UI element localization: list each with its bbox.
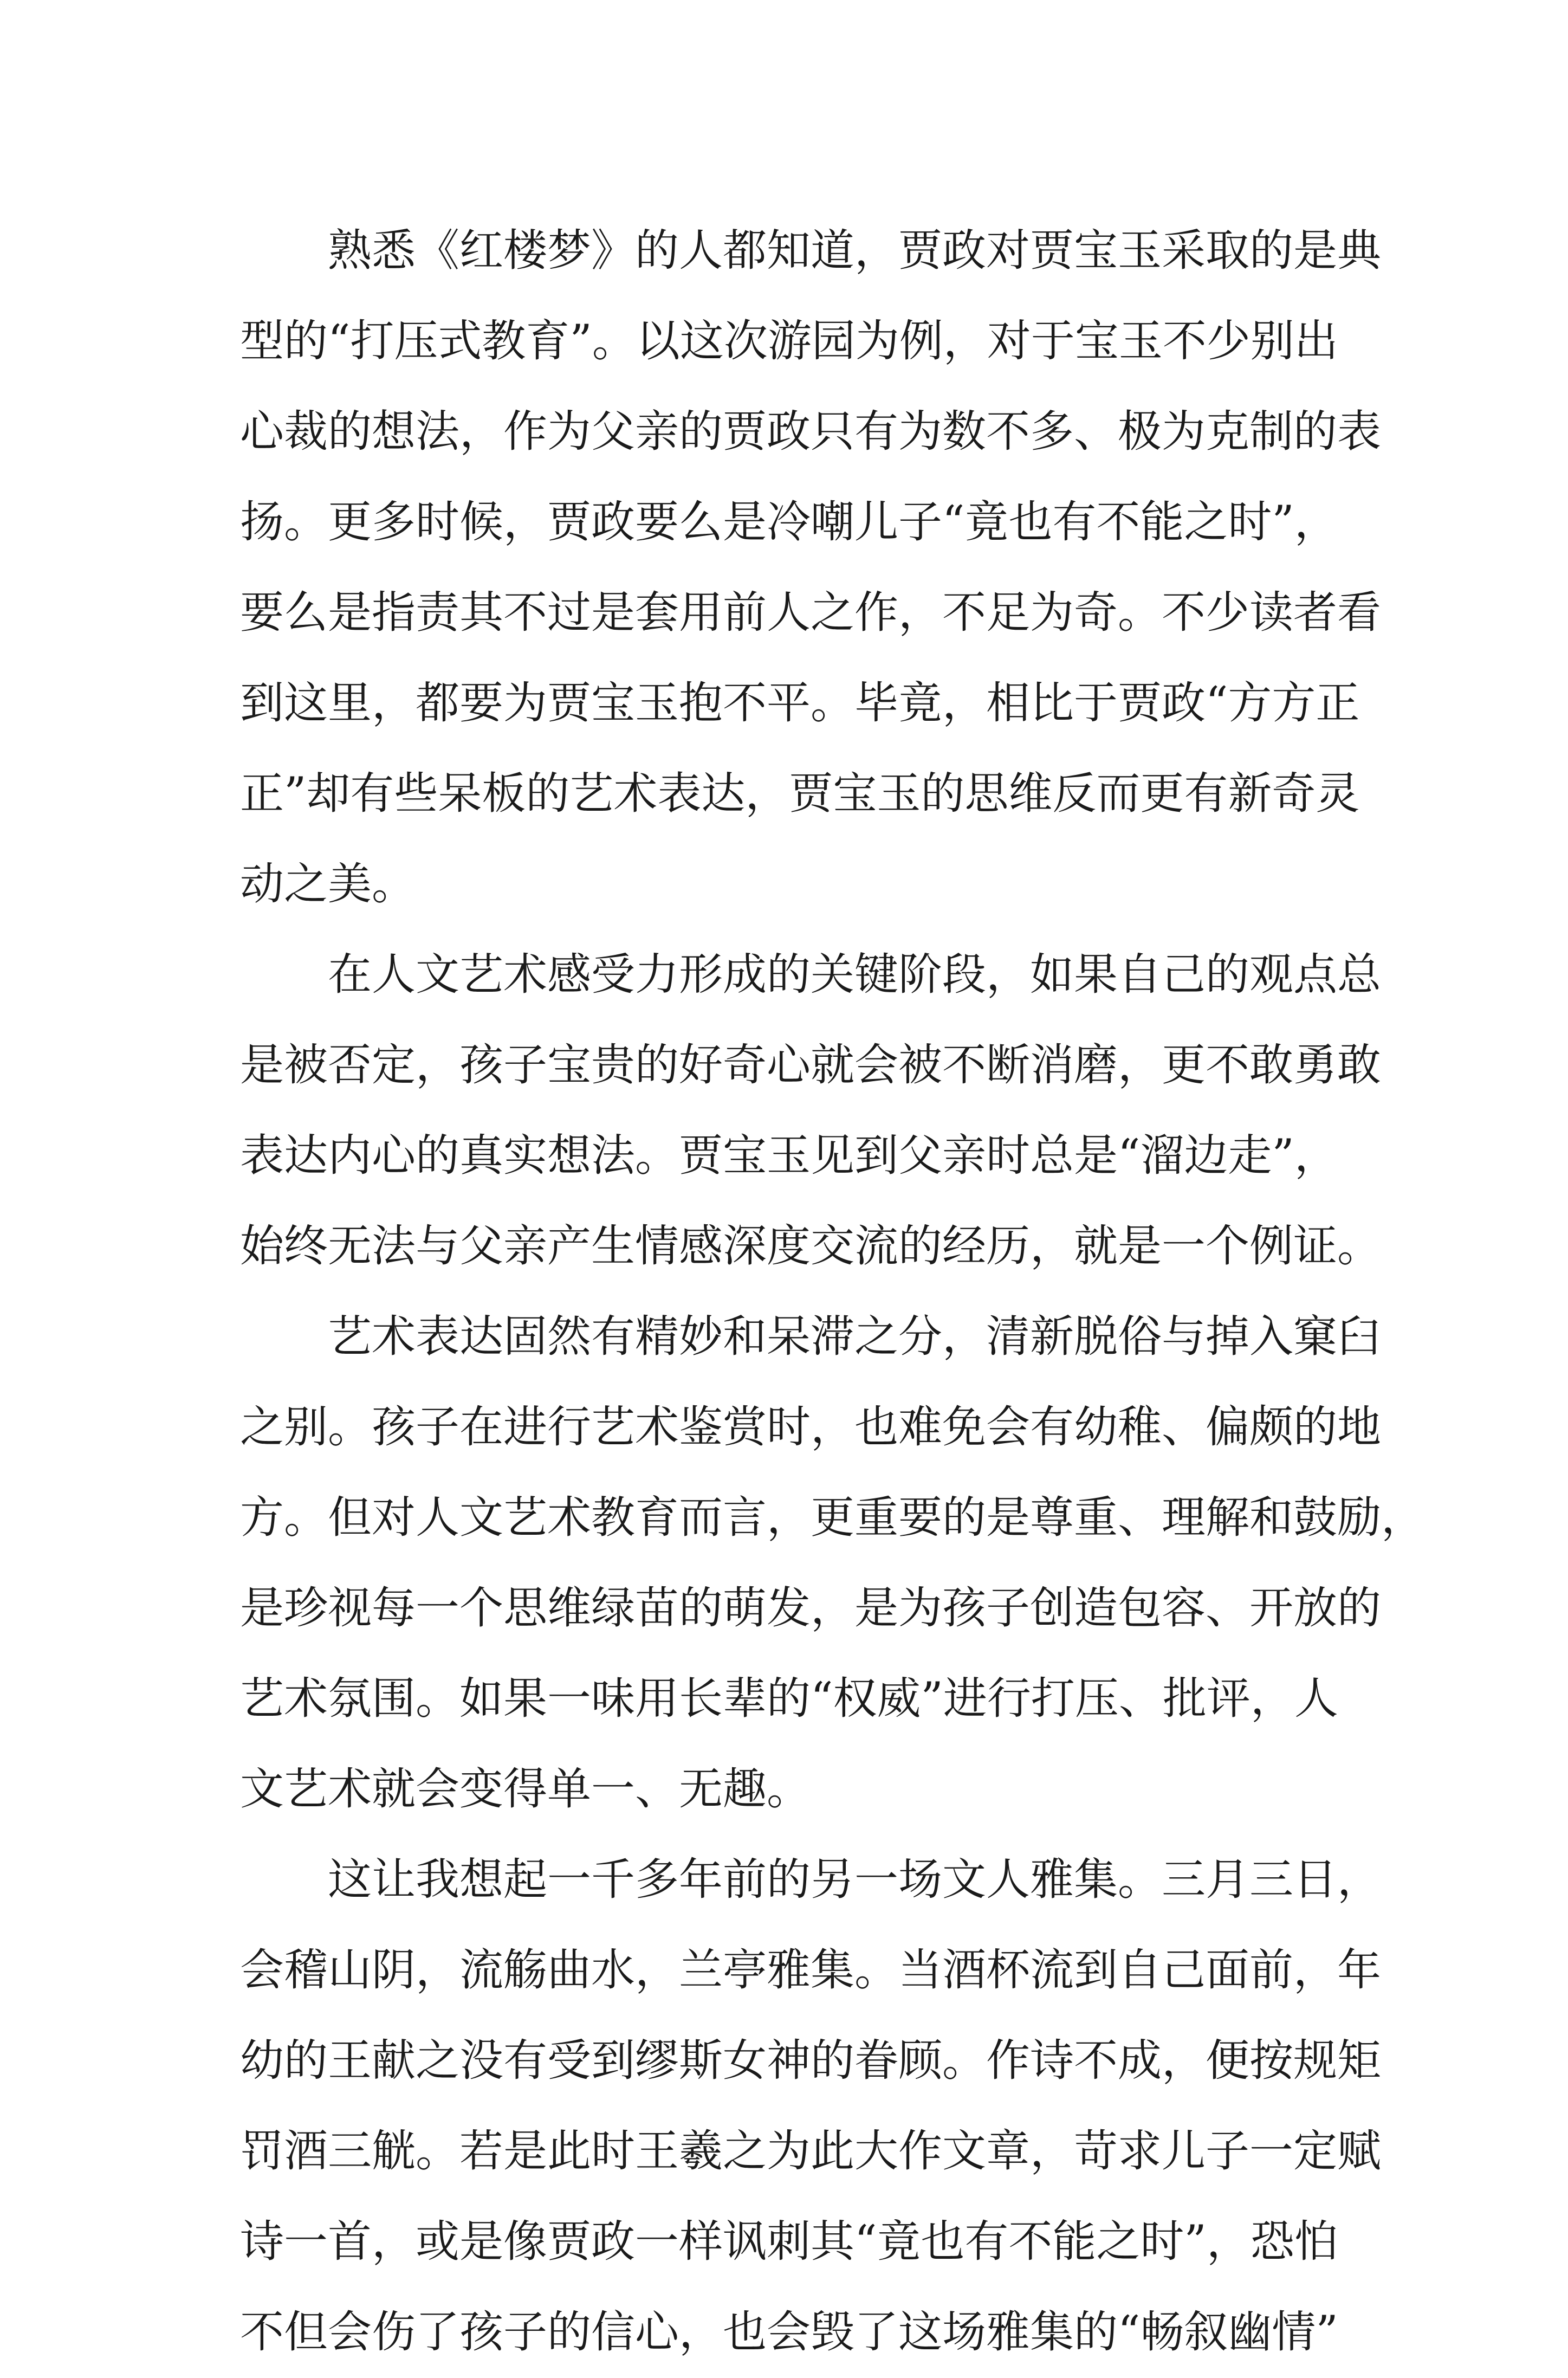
text-line: 艺术表达固然有精妙和呆滞之分，清新脱俗与掉入窠臼: [328, 1311, 1382, 1362]
text-line: 正”却有些呆板的艺术表达，贾宝玉的思维反而更有新奇灵: [240, 768, 1360, 819]
text-line: 到这里，都要为贾宝玉抱不平。毕竟，相比于贾政“方方正: [240, 678, 1360, 729]
text-line: 要么是指责其不过是套用前人之作，不足为奇。不少读者看: [240, 587, 1382, 638]
text-line: 是珍视每一个思维绿苗的萌发，是为孩子创造包容、开放的: [240, 1583, 1382, 1634]
article-body: [240, 206, 1426, 2378]
text-line: 幼的王献之没有受到缪斯女神的眷顾。作诗不成，便按规矩: [240, 2035, 1382, 2086]
text-line: 心裁的想法，作为父亲的贾政只有为数不多、极为克制的表: [240, 406, 1382, 457]
text-line: 型的“打压式教育”。以这次游园为例，对于宝玉不少别出: [240, 316, 1338, 367]
text-line: 艺术氛围。如果一味用长辈的“权威”进行打压、批评，人: [240, 1673, 1338, 1724]
text-line: 会稽山阴，流觞曲水，兰亭雅集。当酒杯流到自己面前，年: [240, 1945, 1382, 1996]
text-line: 诗一首，或是像贾政一样讽刺其“竟也有不能之时”，恐怕: [240, 2217, 1338, 2267]
paragraph-4: [240, 1835, 1382, 2378]
text-line: 扬。更多时候，贾政要么是冷嘲儿子“竟也有不能之时”，: [240, 497, 1338, 548]
paragraph-2: [240, 930, 1382, 1292]
text-line: 之别。孩子在进行艺术鉴赏时，也难免会有幼稚、偏颇的地: [240, 1402, 1382, 1453]
text-line: 文艺术就会变得单一、无趣。: [240, 1764, 811, 1815]
text-line: 动之美。: [240, 859, 416, 910]
text-line: 熟悉《红楼梦》的人都知道，贾政对贾宝玉采取的是典: [328, 225, 1382, 276]
paragraph-1: [240, 206, 1382, 930]
text-line: 方。但对人文艺术教育而言，更重要的是尊重、理解和鼓励，: [240, 1492, 1426, 1543]
text-line: 在人文艺术感受力形成的关键阶段，如果自己的观点总: [328, 949, 1382, 1000]
paragraph-3: [240, 1292, 1426, 1835]
text-line: 不但会伤了孩子的信心，也会毁了这场雅集的“畅叙幽情”: [240, 2307, 1338, 2358]
text-line: 表达内心的真实想法。贾宝玉见到父亲时总是“溜边走”，: [240, 1130, 1338, 1181]
text-line: 这让我想起一千多年前的另一场文人雅集。三月三日，: [328, 1854, 1382, 1905]
text-line: 是被否定，孩子宝贵的好奇心就会被不断消磨，更不敢勇敢: [240, 1040, 1382, 1091]
text-line: 罚酒三觥。若是此时王羲之为此大作文章，苛求儿子一定赋: [240, 2126, 1382, 2177]
text-line: 始终无法与父亲产生情感深度交流的经历，就是一个例证。: [240, 1221, 1382, 1272]
